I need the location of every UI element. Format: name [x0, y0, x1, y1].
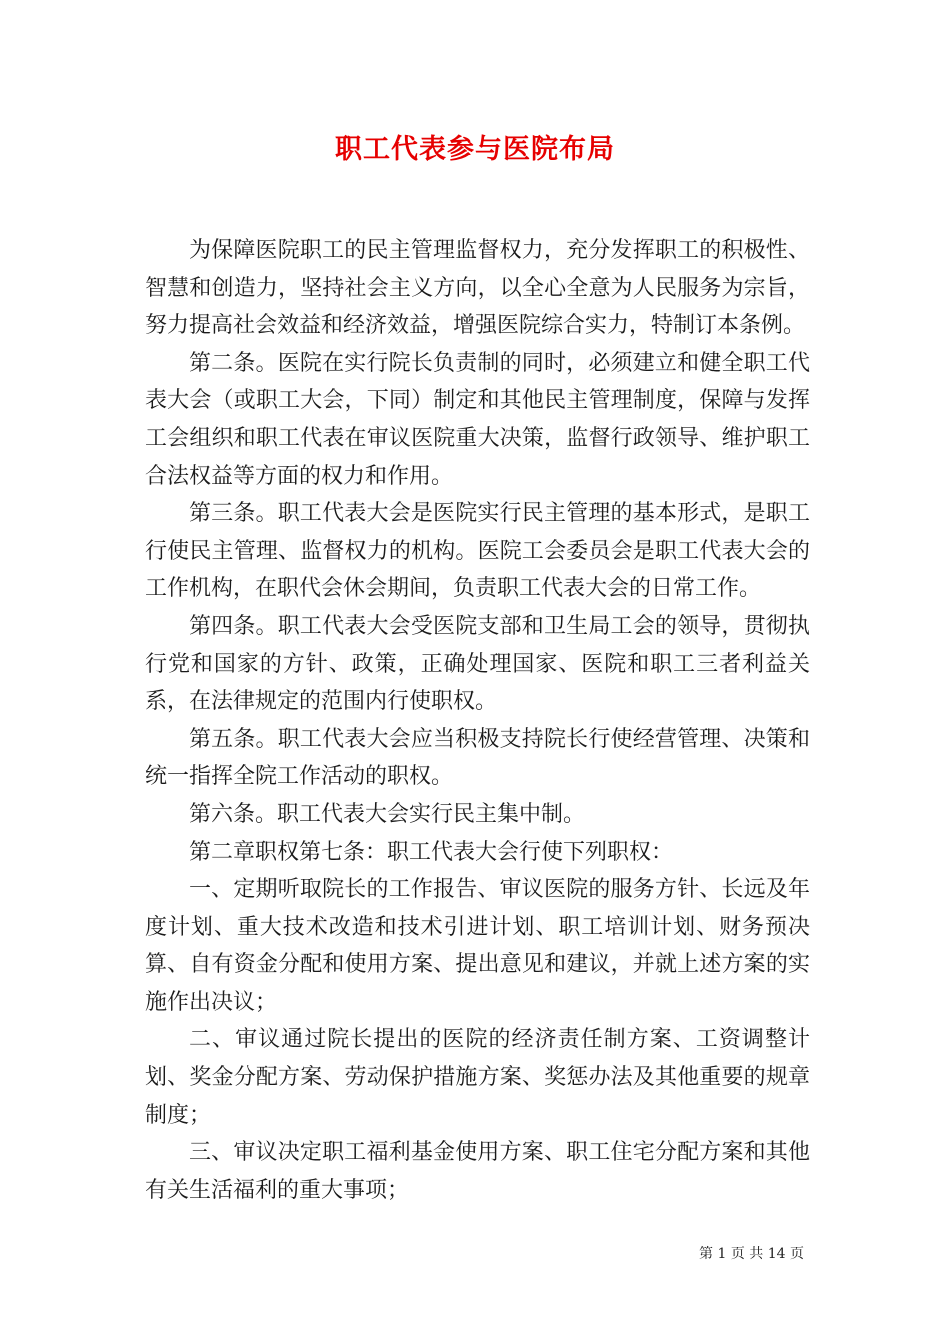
paragraph-article-4: 第四条。职工代表大会受医院支部和卫生局工会的领导，贯彻执行党和国家的方针、政策，正确处理国家、医院和职工三者利益关系，在法律规定的范围内行使职权。 — [145, 613, 810, 715]
paragraph-preamble: 为保障医院职工的民主管理监督权力，充分发挥职工的积极性、智慧和创造力，坚持社会主义方向，以全心全意为人民服务为宗旨，努力提高社会效益和经济效益，增强医院综合实力，特制订本条例。 — [145, 238, 810, 339]
document-body — [145, 232, 810, 1209]
document-title: 职工代表参与医院布局 — [335, 134, 615, 165]
paragraph-item-3: 三、审议决定职工福利基金使用方案、职工住宅分配方案和其他有关生活福利的重大事项； — [145, 1140, 810, 1203]
paragraph-item-2: 二、审议通过院长提出的医院的经济责任制方案、工资调整计划、奖金分配方案、劳动保护措施方案、奖惩办法及其他重要的规章制度； — [145, 1027, 810, 1128]
paragraph-chapter-2-article-7: 第二章职权第七条：职工代表大会行使下列职权： — [189, 839, 674, 865]
paragraph-item-1: 一、定期听取院长的工作报告、审议医院的服务方针、长远及年度计划、重大技术改造和技术引进计划、职工培训计划、财务预决算、自有资金分配和使用方案、提出意见和建议，并就上述方案的实施作出决议； — [145, 877, 810, 1015]
paragraph-article-5: 第五条。职工代表大会应当积极支持院长行使经营管理、决策和统一指挥全院工作活动的职权。 — [145, 726, 810, 790]
page-number-footer: 第 1 页 共 14 页 — [699, 1246, 804, 1262]
paragraph-article-3: 第三条。职工代表大会是医院实行民主管理的基本形式，是职工行使民主管理、监督权力的机构。医院工会委员会是职工代表大会的工作机构，在职代会休会期间，负责职工代表大会的日常工作。 — [145, 501, 810, 602]
paragraph-article-2: 第二条。医院在实行院长负责制的同时，必须建立和健全职工代表大会（或职工大会，下同）制定和其他民主管理制度，保障与发挥工会组织和职工代表在审议医院重大决策，监督行政领导、维护职工合法权益等方面的权力和作用。 — [145, 350, 810, 489]
paragraph-article-6: 第六条。职工代表大会实行民主集中制。 — [189, 801, 586, 827]
